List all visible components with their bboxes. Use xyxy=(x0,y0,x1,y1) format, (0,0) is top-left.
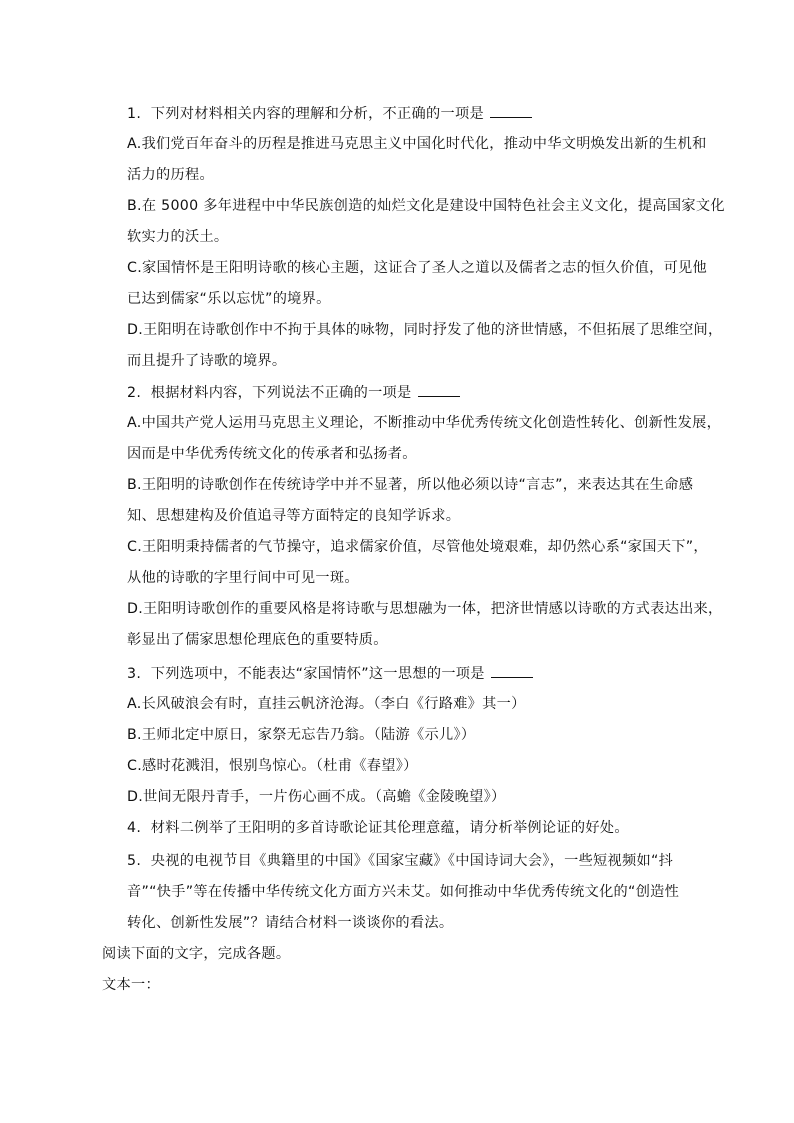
q3-option-d: D.世间无限丹青手，一片伤心画不成。（高蟾《金陵晚望》） xyxy=(127,789,506,805)
question-3-stem: 3. 下列选项中，不能表达“家国情怀”这一思想的一项是 xyxy=(127,663,533,684)
question-2-stem: 2. 根据材料内容，下列说法不正确的一项是 xyxy=(127,382,460,403)
q1-option-a-line2: 活力的历程。 xyxy=(127,167,214,183)
q3-option-b: B.王师北定中原日，家祭无忘告乃翁。（陆游《示儿》） xyxy=(127,727,476,743)
question-5-line2: 音”“快手”等在传播中华传统文化方面方兴未艾。如何推动中华优秀传统文化的“创造性 xyxy=(127,884,680,900)
text-one-label: 文本一： xyxy=(102,977,160,993)
q1-option-d-line2: 而且提升了诗歌的境界。 xyxy=(127,353,287,369)
q1-option-b-line2: 软实力的沃土。 xyxy=(127,229,229,245)
q2-option-a-line1: A.中国共产党人运用马克思主义理论，不断推动中华优秀传统文化创造性转化、创新性发展， xyxy=(127,415,722,431)
question-4-stem: 4. 材料二例举了王阳明的多首诗歌论证其伦理意蕴，请分析举例论证的好处。 xyxy=(127,820,629,836)
question-5-line1: 5. 央视的电视节目《典籍里的中国》《国家宝藏》《中国诗词大会》，一些短视频如“抖 xyxy=(127,853,674,869)
q2-option-b-line2: 知、思想建构及价值追寻等方面特定的良知学诉求。 xyxy=(127,508,461,524)
q1-option-a-line1: A.我们党百年奋斗的历程是推进马克思主义中国化时代化，推动中华文明焕发出新的生机和 xyxy=(127,136,707,152)
q2-option-d-line1: D.王阳明诗歌创作的重要风格是将诗歌与思想融为一体，把济世情感以诗歌的方式表达出来， xyxy=(127,601,723,617)
q1-option-b-line1: B.在 5000 多年进程中中华民族创造的灿烂文化是建设中国特色社会主义文化，提高国家文化 xyxy=(127,198,725,214)
q1-option-c-line1: C.家国情怀是王阳明诗歌的核心主题，这证合了圣人之道以及儒者之志的恒久价值，可见他 xyxy=(127,260,708,276)
question-5-line3: 转化、创新性发展”？请结合材料一谈谈你的看法。 xyxy=(127,915,454,931)
q2-option-a-line2: 因而是中华优秀传统文化的传承者和弘扬者。 xyxy=(127,446,417,462)
reading-instruction: 阅读下面的文字，完成各题。 xyxy=(102,946,291,962)
answer-blank xyxy=(418,382,460,397)
q2-option-c-line2: 从他的诗歌的字里行间中可见一斑。 xyxy=(127,570,359,586)
q1-option-c-line2: 已达到儒家“乐以忘忧”的境界。 xyxy=(127,291,331,307)
question-1-stem: 1. 下列对材料相关内容的理解和分析，不正确的一项是 xyxy=(127,103,532,124)
q2-option-b-line1: B.王阳明的诗歌创作在传统诗学中并不显著，所以他必须以诗“言志”，来表达其在生命感 xyxy=(127,477,694,493)
q3-option-c: C.感时花溅泪，恨别鸟惊心。（杜甫《春望》） xyxy=(127,758,418,774)
q3-option-a: A.长风破浪会有时，直挂云帆济沧海。（李白《行路难》其一） xyxy=(127,696,526,712)
q1-option-d-line1: D.王阳明在诗歌创作中不拘于具体的咏物，同时抒发了他的济世情感，不但拓展了思维空间， xyxy=(127,322,723,338)
q2-option-c-line1: C.王阳明秉持儒者的气节操守，追求儒家价值，尽管他处境艰难，却仍然心系“家国天下”， xyxy=(127,539,708,555)
q2-option-d-line2: 彰显出了儒家思想伦理底色的重要特质。 xyxy=(127,632,388,648)
answer-blank xyxy=(491,663,533,678)
answer-blank xyxy=(490,103,532,118)
